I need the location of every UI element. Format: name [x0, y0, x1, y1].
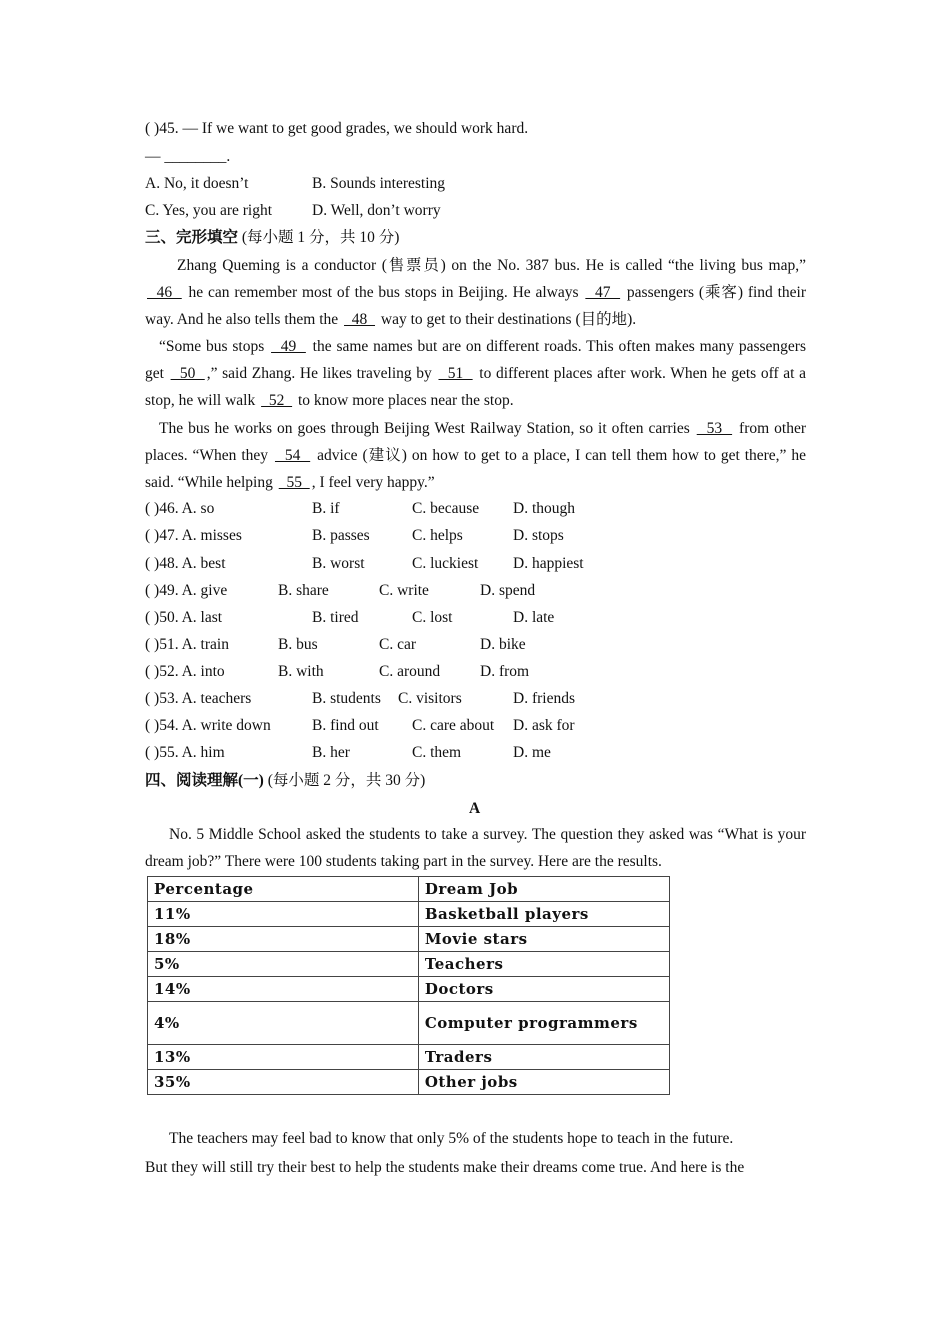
header-percentage: Percentage: [148, 877, 419, 902]
q53-b: B. students: [312, 690, 381, 707]
q52-a: ( )52. A. into: [145, 663, 225, 680]
q49-c: C. write: [379, 582, 429, 599]
section4-heading: [145, 771, 425, 791]
table-row: [148, 927, 670, 952]
blank-50: 50: [170, 365, 205, 383]
q47-c: C. helps: [412, 527, 463, 544]
after-table-line-1: The teachers may feel bad to know that only 5% of the students hope to teach in the future.: [169, 1130, 734, 1147]
q46-b: B. if: [312, 500, 340, 517]
q55-c: C. them: [412, 744, 462, 761]
cloze-text: The bus he works on goes through Beijing West Railway Station, so it often carries: [159, 420, 695, 437]
blank-55: 55: [278, 474, 310, 492]
cloze-text: to different places after work. When he gets off at a stop, he will walk: [145, 365, 807, 410]
section3-heading: [145, 228, 399, 248]
q51-d: D. bike: [480, 636, 526, 653]
q48-a: ( )48. A. best: [145, 555, 226, 572]
job-cell: Teachers: [418, 952, 669, 977]
q50-b: B. tired: [312, 609, 359, 626]
percentage-cell: 4%: [148, 1002, 419, 1045]
q46-a: ( )46. A. so: [145, 500, 215, 517]
blank-48: 48: [344, 311, 376, 329]
cloze-text: passengers (乘客) find their way. And he also tells them the: [145, 284, 807, 329]
q55-d: D. me: [513, 744, 551, 761]
q49-b: B. share: [278, 582, 329, 599]
q50-d: D. late: [513, 609, 555, 626]
q47-a: ( )47. A. misses: [145, 527, 242, 544]
blank-47: 47: [585, 284, 621, 302]
q52-c: C. around: [379, 663, 441, 680]
header-dream-job: Dream Job: [418, 877, 669, 902]
job-cell: Basketball players: [418, 902, 669, 927]
q53-d: D. friends: [513, 690, 575, 707]
cloze-paragraph-3: [145, 415, 806, 497]
job-cell: Movie stars: [418, 927, 669, 952]
q45-reply: — ________.: [145, 148, 231, 165]
q50-c: C. lost: [412, 609, 453, 626]
cloze-text: from other places. “When they: [145, 420, 807, 465]
q48-c: C. luckiest: [412, 555, 479, 572]
cloze-text: he can remember most of the bus stops in Beijing. He always: [183, 284, 584, 302]
table-row: [148, 902, 670, 927]
q45-option-b: B. Sounds interesting: [312, 175, 446, 192]
table-row: [148, 977, 670, 1002]
q54-b: B. find out: [312, 717, 379, 734]
q53-c: C. visitors: [398, 690, 462, 707]
q47-d: D. stops: [513, 527, 564, 544]
q47-b: B. passes: [312, 527, 370, 544]
cloze-paragraph-1: [145, 252, 806, 334]
q51-b: B. bus: [278, 636, 318, 653]
cloze-text: Zhang Queming is a conductor (售票员) on the No. 387 bus. He is called “the living bus map,”: [177, 257, 806, 274]
section4-score: (每小题 2 分，共 30 分): [267, 772, 426, 789]
percentage-cell: 35%: [148, 1070, 419, 1095]
table-row: [148, 952, 670, 977]
table-row: [148, 1045, 670, 1070]
cloze-text: “Some bus stops: [159, 338, 270, 355]
blank-52: 52: [261, 392, 293, 410]
passage-label: A: [469, 800, 481, 817]
q53-a: ( )53. A. teachers: [145, 690, 252, 707]
q54-c: C. care about: [412, 717, 495, 734]
cloze-text: , I feel very happy.”: [311, 474, 435, 492]
cloze-text: to know more places near the stop.: [294, 392, 514, 410]
section3-title: 三、完形填空: [145, 229, 239, 246]
q48-d: D. happiest: [513, 555, 584, 572]
q55-a: ( )55. A. him: [145, 744, 225, 761]
blank-49: 49: [271, 338, 306, 355]
passage-intro: No. 5 Middle School asked the students to take a survey. The question they asked was “What is your dream job?” There were 100 students taking part in the survey. Here are the results.: [145, 826, 806, 871]
cloze-text: advice (建议) on how to get to a place, I can tell them how to get there,” he said. “While helping: [145, 447, 806, 492]
q46-d: D. though: [513, 500, 575, 517]
q48-b: B. worst: [312, 555, 365, 572]
cloze-paragraph-2: [145, 333, 806, 415]
percentage-cell: 11%: [148, 902, 419, 927]
job-cell: Traders: [418, 1045, 669, 1070]
percentage-cell: 18%: [148, 927, 419, 952]
q55-b: B. her: [312, 744, 350, 761]
blank-51: 51: [438, 365, 473, 383]
section3-score: (每小题 1 分，共 10 分): [241, 229, 400, 246]
table-header-row: [148, 877, 670, 902]
blank-53: 53: [696, 420, 733, 437]
percentage-cell: 13%: [148, 1045, 419, 1070]
cloze-text: ,” said Zhang. He likes traveling by: [206, 365, 437, 383]
percentage-cell: 14%: [148, 977, 419, 1002]
q45-stem: ( )45. — If we want to get good grades, we should work hard.: [145, 120, 529, 137]
q54-d: D. ask for: [513, 717, 575, 734]
q45-option-d: D. Well, don’t worry: [312, 202, 441, 219]
blank-54: 54: [274, 447, 311, 465]
q54-a: ( )54. A. write down: [145, 717, 271, 734]
q50-a: ( )50. A. last: [145, 609, 223, 626]
survey-results-table: [147, 876, 670, 1095]
q49-a: ( )49. A. give: [145, 582, 228, 599]
q49-d: D. spend: [480, 582, 536, 599]
percentage-cell: 5%: [148, 952, 419, 977]
q51-c: C. car: [379, 636, 417, 653]
job-cell: Computer programmers: [418, 1002, 669, 1045]
table-row: [148, 1002, 670, 1045]
after-table-line-2: But they will still try their best to help the students make their dreams come true. And here is the: [145, 1159, 745, 1176]
q52-b: B. with: [278, 663, 324, 680]
job-cell: Other jobs: [418, 1070, 669, 1095]
blank-46: 46: [147, 284, 182, 302]
q51-a: ( )51. A. train: [145, 636, 229, 653]
cloze-text: the same names but are on different roads. This often makes many passengers get: [145, 338, 806, 383]
job-cell: Doctors: [418, 977, 669, 1002]
section4-title: 四、阅读理解(一): [145, 772, 264, 789]
q52-d: D. from: [480, 663, 530, 680]
q45-option-c: C. Yes, you are right: [145, 202, 273, 219]
table-row: [148, 1070, 670, 1095]
cloze-text: way to get to their destinations (目的地).: [377, 311, 637, 329]
q45-option-a: A. No, it doesn’t: [145, 175, 249, 192]
q46-c: C. because: [412, 500, 480, 517]
